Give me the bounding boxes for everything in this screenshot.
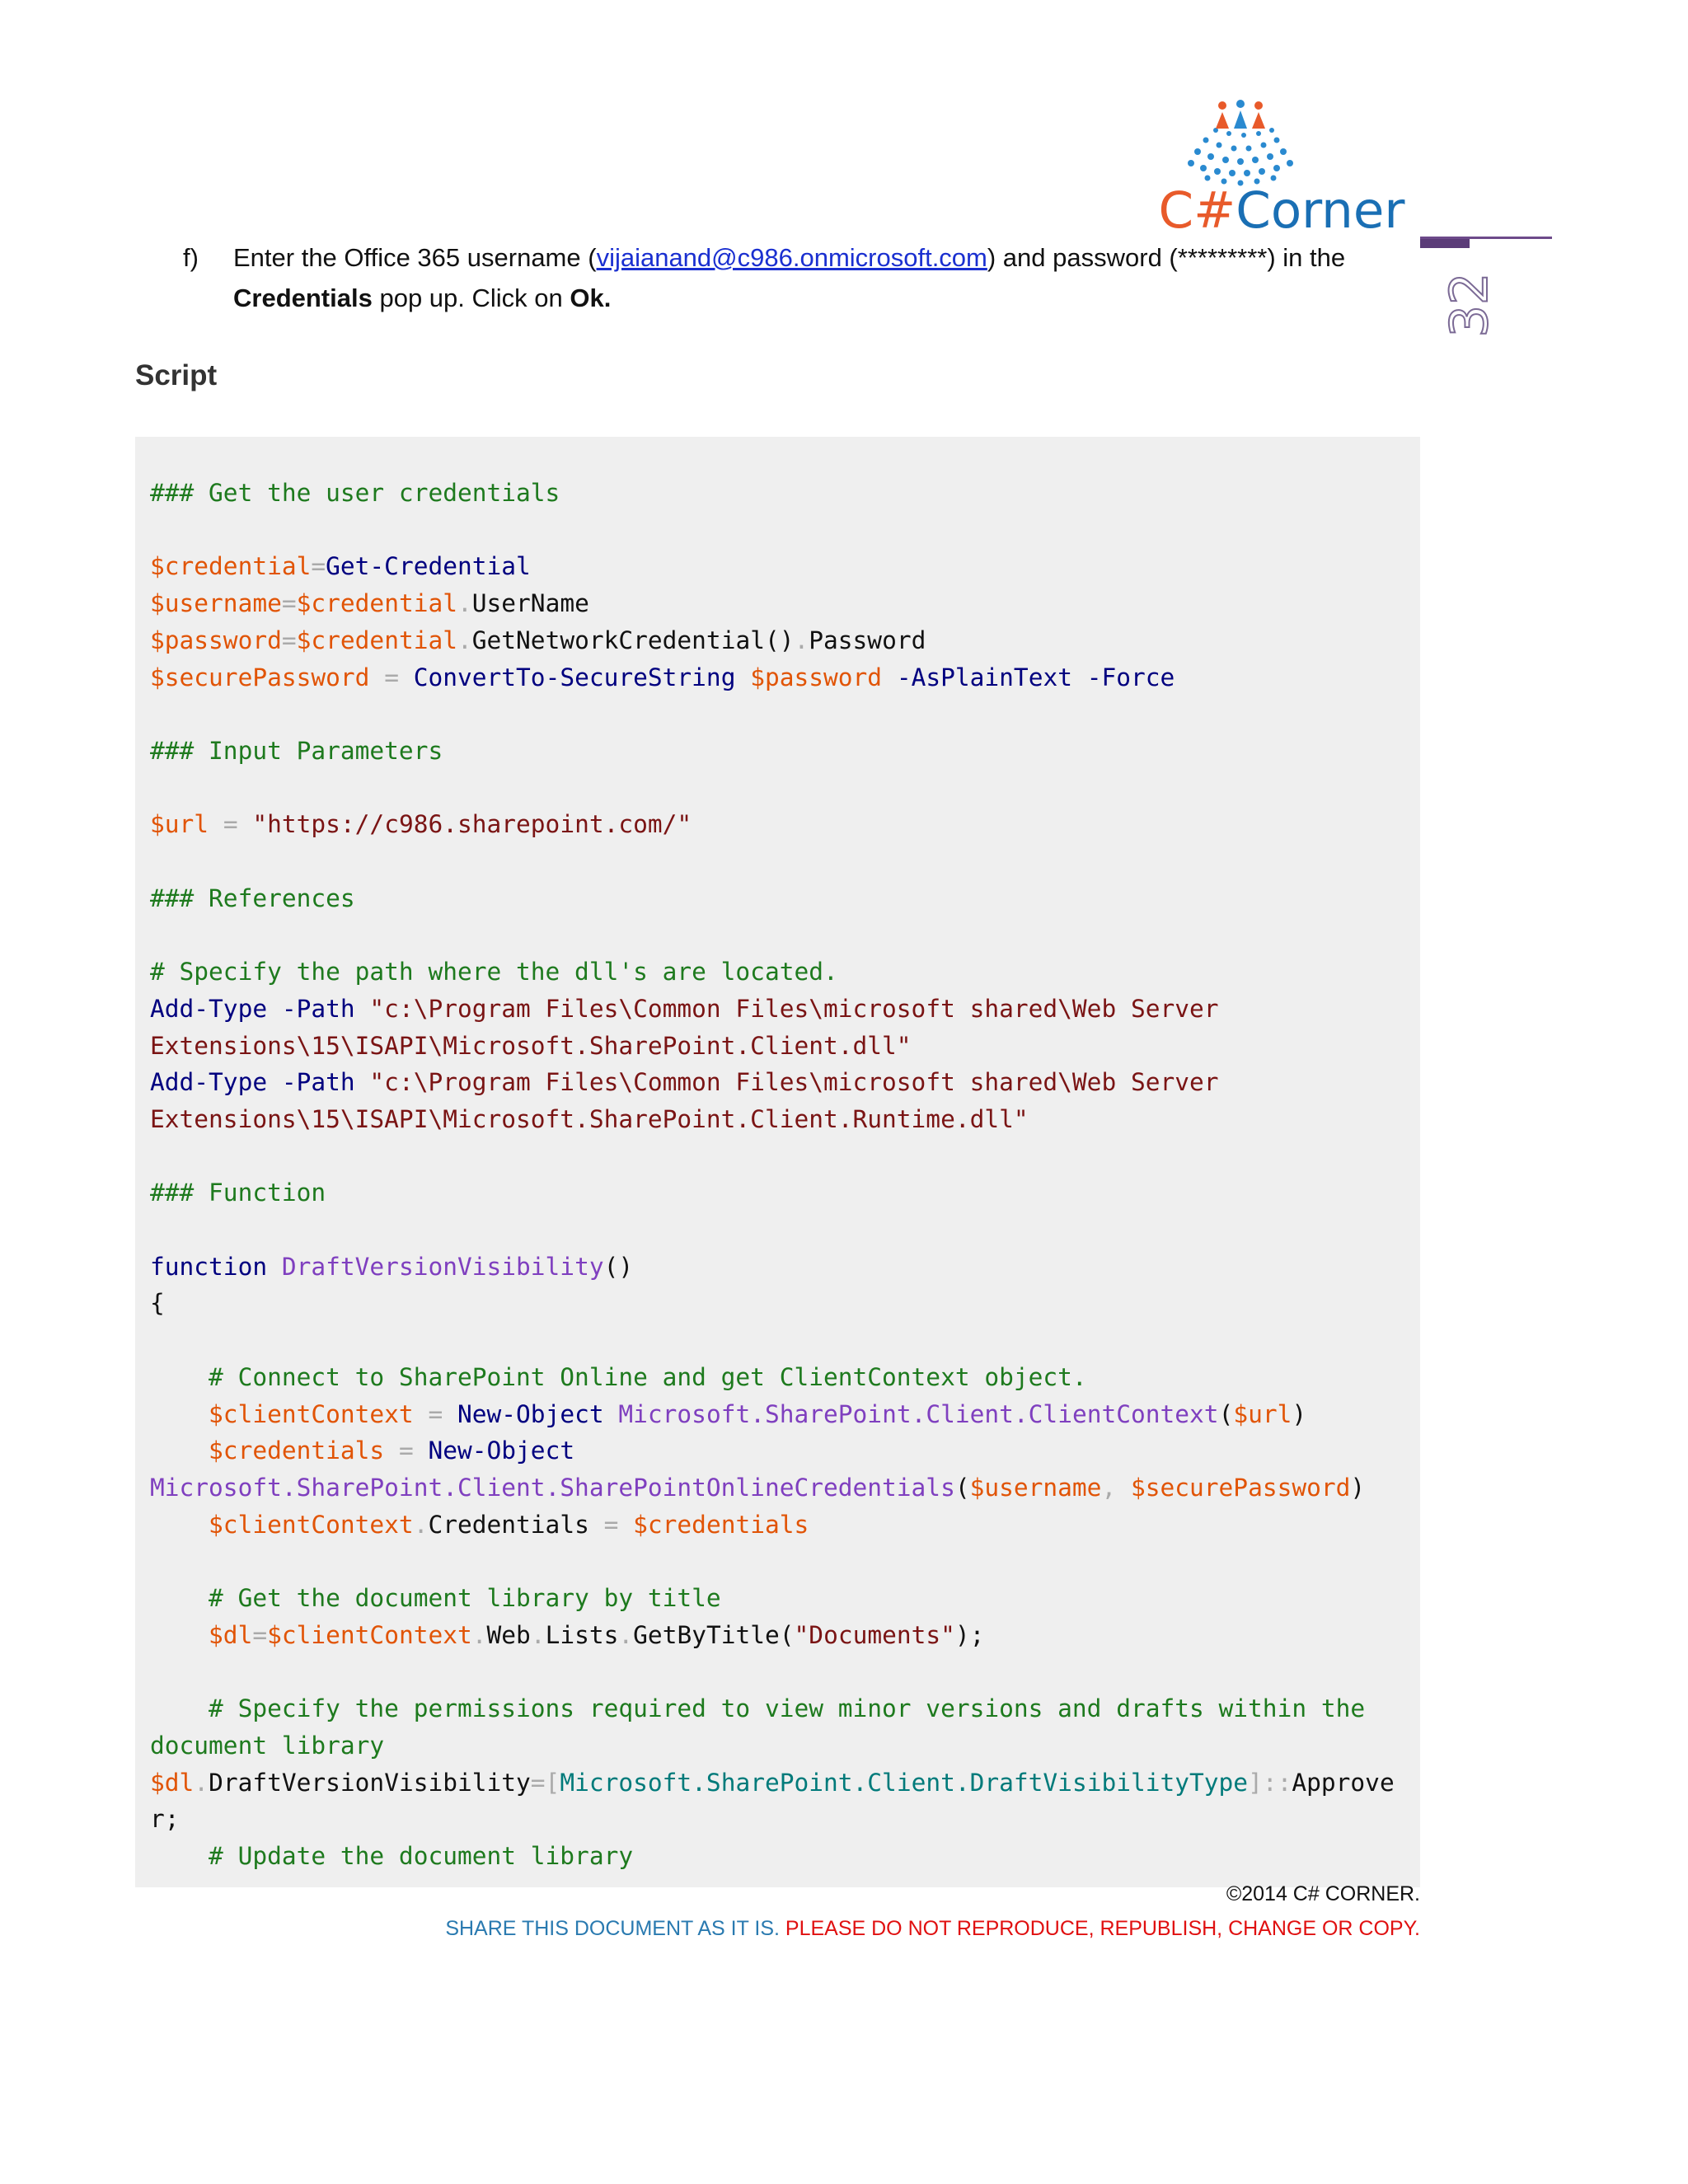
code-token: =[ [530,1768,560,1797]
step-text-1: Enter the Office 365 username ( [233,243,597,272]
code-token [384,1436,399,1465]
code-line [150,1249,1395,1286]
code-token: ConvertTo-SecureString [413,663,736,691]
ok-label: Ok. [570,284,612,312]
code-line [150,475,1395,512]
code-token: $url [1233,1399,1292,1428]
code-token: "c:\Program Files\Common Files\microsoft shared\Web Server [369,1068,1219,1097]
code-token [882,663,897,691]
code-token [414,1400,429,1428]
code-token: . [618,1620,634,1649]
code-token [150,1842,209,1870]
code-token: ### Input Parameters [150,736,443,765]
step-marker: f) [183,243,199,272]
code-token: { [150,1289,165,1318]
code-token: = [281,626,297,654]
code-token: document library [150,1731,385,1760]
code-line [150,512,1395,549]
logo-wordmark [1158,180,1405,242]
code-token: ( [954,1473,970,1502]
code-token: function [150,1252,268,1281]
code-token: $clientContext [209,1510,414,1539]
code-token [604,1400,619,1428]
code-token [399,663,414,691]
code-token: . [457,589,472,618]
code-token: # Specify the permissions required to view minor versions and drafts within the [209,1694,1366,1723]
code-token: Microsoft.SharePoint.Client.DraftVisibilityType [560,1768,1249,1797]
code-token: New-Object [428,1436,575,1465]
code-token [150,1584,209,1612]
code-token: . [413,1510,429,1539]
code-token: Lists [545,1620,619,1649]
code-line [150,1617,1395,1654]
credentials-label: Credentials [233,284,373,312]
code-token [150,1694,209,1722]
code-token: $password [150,626,282,654]
code-token: DraftVersionVisibility [209,1768,531,1797]
code-token: "c:\Program Files\Common Files\microsoft shared\Web Server [369,994,1219,1023]
code-token: . [471,1620,487,1649]
code-block [150,475,1395,1875]
code-line [150,1138,1395,1175]
code-token: $credentials [633,1510,809,1539]
step-text-3: pop up. Click on [372,284,570,312]
code-token: = [603,1510,619,1539]
code-token: . [530,1620,546,1649]
code-line [150,659,1395,696]
section-heading: Script [135,359,218,391]
username-email-link[interactable]: vijaianand@c986.onmicrosoft.com [596,243,987,272]
code-token: Get-Credential [326,552,531,581]
code-token: = [252,1620,268,1649]
code-token: , [1101,1473,1117,1502]
code-token: = [398,1436,414,1465]
code-line [150,916,1395,954]
code-token: # Update the document library [209,1842,634,1871]
code-line [150,1432,1395,1469]
code-token [150,1511,209,1539]
code-line [150,1543,1395,1580]
code-token: UserName [471,589,589,618]
code-token: Microsoft.SharePoint.Client.ClientContext [618,1399,1219,1428]
code-token: $credential [150,552,312,581]
code-token [618,1511,633,1539]
code-line [150,1727,1395,1765]
code-line [150,696,1395,733]
code-token: $username [150,589,282,618]
code-line [150,1212,1395,1249]
code-token: $clientContext [267,1620,472,1649]
code-line [150,1028,1395,1065]
code-token [150,1400,209,1428]
code-token: () [603,1252,634,1281]
code-line [150,1285,1395,1322]
code-line [150,1174,1395,1212]
code-token: = [223,810,238,839]
code-token: # Get the document library by title [209,1584,721,1613]
code-line [150,1654,1395,1691]
code-token [735,663,750,691]
code-token: $credentials [209,1436,385,1465]
code-line [150,880,1395,917]
footer-warning: PLEASE DO NOT REPRODUCE, REPUBLISH, CHANGE OR COPY. [779,1917,1420,1940]
code-token: $securePassword [1130,1473,1351,1502]
code-token: Extensions\15\ISAPI\Microsoft.SharePoint.Client.Runtime.dll" [150,1104,1029,1133]
code-token: ) [1292,1399,1307,1428]
code-token: Add-Type -Path [150,1068,355,1097]
code-token [355,1068,370,1096]
code-token: # Connect to SharePoint Online and get ClientContext object. [209,1362,1087,1391]
code-token: Microsoft.SharePoint.Client.SharePointOnlineCredentials [150,1473,955,1502]
code-token: Extensions\15\ISAPI\Microsoft.SharePoint.Client.dll" [150,1031,912,1060]
code-token: . [457,626,472,654]
code-token: $url [150,810,209,839]
footer-notice [445,1914,1420,1943]
code-token: $dl [150,1768,195,1797]
code-token: r; [150,1805,180,1834]
code-token: $username [969,1473,1102,1502]
code-token: . [794,626,809,654]
code-token: = [428,1399,443,1428]
code-token [150,1436,209,1465]
code-token [369,663,384,691]
code-token: $credential [296,626,457,654]
code-line [150,1765,1395,1802]
code-token: ### Function [150,1179,326,1207]
code-token: ) [1350,1473,1366,1502]
code-token: DraftVersionVisibility [281,1252,604,1281]
code-token: ); [954,1620,985,1649]
code-line [150,954,1395,991]
code-token: $password [750,663,883,691]
code-token: ### References [150,883,355,912]
code-line [150,733,1395,770]
footer-copyright: ©2014 C# CORNER. [1226,1882,1420,1905]
code-token: GetNetworkCredential() [471,626,795,654]
code-line [150,806,1395,843]
code-token: $securePassword [150,663,370,691]
code-line [150,1801,1395,1838]
footer-share-notice: SHARE THIS DOCUMENT AS IT IS. [445,1917,780,1940]
code-token: Credentials [428,1510,604,1539]
code-token [414,1436,429,1465]
code-token [267,1253,282,1281]
code-token [209,810,223,838]
code-token: ### Get the user credentials [150,479,560,507]
code-token: $clientContext [209,1399,414,1428]
code-token: $credential [296,589,457,618]
code-token [238,810,253,838]
code-line [150,1396,1395,1433]
code-line [150,548,1395,585]
code-line [150,1838,1395,1875]
code-line [150,1322,1395,1359]
code-line [150,1507,1395,1544]
code-token: GetByTitle( [633,1620,795,1649]
code-token [1116,1474,1131,1502]
code-token: "https://c986.sharepoint.com/" [252,810,692,839]
code-line [150,770,1395,807]
header-rule-tab [1420,239,1470,248]
code-token: -AsPlainText -Force [896,663,1175,691]
code-token: Approve [1292,1768,1395,1797]
code-token: $dl [209,1620,253,1649]
code-line [150,1359,1395,1396]
code-line [150,585,1395,622]
code-token [443,1400,457,1428]
code-line [150,1101,1395,1138]
code-token: Password [809,626,926,654]
code-line [150,991,1395,1028]
people-globe-icon [1158,97,1405,188]
code-line [150,1064,1395,1101]
code-token: New-Object [457,1399,604,1428]
code-line [150,843,1395,880]
code-token: . [194,1768,209,1797]
page-number: 32 [1439,272,1499,338]
code-token: = [311,552,326,581]
code-token: = [384,663,399,691]
code-line [150,622,1395,659]
code-token: = [281,589,297,618]
code-token: Add-Type -Path [150,994,355,1023]
code-token [150,1621,209,1649]
logo-wordmark-corner: Corner [1236,181,1405,240]
code-line [150,1580,1395,1617]
code-line [150,1690,1395,1727]
csharp-corner-logo [1158,97,1405,242]
code-token: # Specify the path where the dll's are located. [150,958,838,987]
code-token: Web [486,1620,531,1649]
code-token: "Documents" [794,1620,955,1649]
logo-wordmark-csharp: C# [1158,181,1236,240]
step-body [233,237,1404,318]
code-token [150,1363,209,1391]
code-token [355,995,370,1023]
step-text-2: ) and password (*********) in the [987,243,1346,272]
code-token: ( [1218,1399,1234,1428]
code-line [150,1469,1395,1507]
code-token: ]:: [1248,1768,1292,1797]
